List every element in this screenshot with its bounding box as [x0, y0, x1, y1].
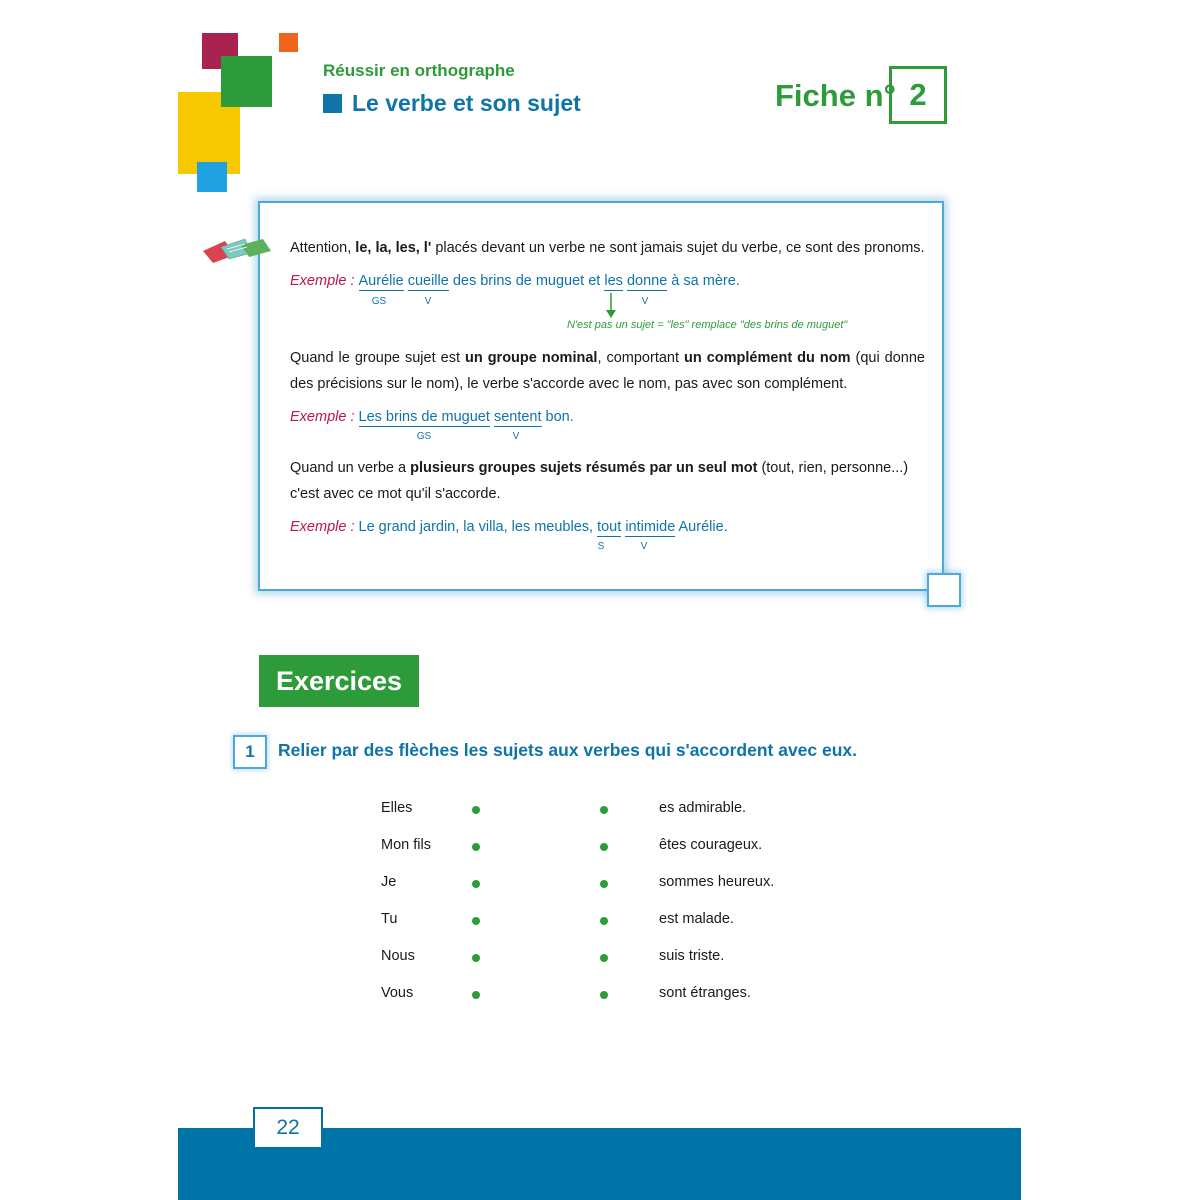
subject-dot-icon[interactable]: [472, 806, 480, 814]
verb-item: êtes courageux.: [659, 837, 763, 853]
example-text: Aurélie.: [675, 519, 728, 535]
rule-paragraph-1: [290, 235, 930, 261]
example-sentence: [359, 273, 740, 289]
verb-item: suis triste.: [659, 948, 725, 964]
subject-item: Vous: [381, 985, 414, 1001]
example-label: Exemple :: [290, 409, 355, 425]
rule-text: Quand un verbe a: [290, 460, 411, 476]
rule-text: placés devant un verbe ne sont jamais sujet du verbe, ce sont des pronoms.: [431, 240, 925, 256]
fiche-label: Fiche n°: [775, 78, 896, 113]
tag-v: V: [640, 541, 648, 552]
example-text: Le grand jardin, la villa, les meubles,: [358, 519, 598, 535]
example-verb: cueille: [407, 273, 449, 289]
exercises-banner: Exercices: [259, 655, 419, 707]
example-note: N'est pas un sujet = "les" remplace "des brins de muguet": [567, 319, 848, 331]
example-2: [290, 408, 574, 427]
example-subject: Aurélie: [358, 273, 404, 289]
decor-square-blue: [197, 162, 227, 192]
tag-gs: GS: [416, 431, 432, 442]
example-3: [290, 518, 728, 537]
example-text: à sa mère.: [667, 273, 740, 289]
page-title-text: Le verbe et son sujet: [352, 90, 581, 116]
example-text: des brins de muguet et: [448, 273, 605, 289]
fiche-number: 2: [889, 66, 947, 124]
subject-item: Mon fils: [381, 837, 431, 853]
subject-dot-icon[interactable]: [472, 954, 480, 962]
example-subject: Les brins de muguet: [358, 409, 490, 425]
series-title: Réussir en orthographe: [323, 61, 515, 80]
example-sentence: [359, 409, 574, 425]
page-number: 22: [253, 1107, 323, 1149]
example-subject: tout: [597, 519, 622, 535]
decor-square-green: [221, 56, 272, 107]
verb-item: sont étranges.: [659, 985, 751, 1001]
example-verb: intimide: [625, 519, 676, 535]
verb-item: es admirable.: [659, 800, 747, 816]
rule-box-corner-square: [927, 573, 961, 607]
subject-dot-icon[interactable]: [472, 843, 480, 851]
notebook-icon: [201, 237, 273, 265]
verb-dot-icon[interactable]: [600, 806, 608, 814]
tag-v: V: [641, 296, 649, 307]
verb-item: est malade.: [659, 911, 734, 927]
example-text: bon.: [541, 409, 574, 425]
subject-item: Tu: [381, 911, 398, 927]
decor-square-orange: [279, 33, 298, 52]
verb-dot-icon[interactable]: [600, 917, 608, 925]
rule-bold-text: un groupe nominal: [464, 350, 598, 366]
down-arrow-icon: [604, 293, 618, 319]
rule-text: , comportant: [597, 350, 685, 366]
subject-item: Elles: [381, 800, 413, 816]
subject-dot-icon[interactable]: [472, 917, 480, 925]
subject-item: Je: [381, 874, 397, 890]
rule-bold-text: plusieurs groupes sujets résumés par un seul mot: [410, 460, 758, 476]
example-label: Exemple :: [290, 519, 355, 535]
subject-item: Nous: [381, 948, 415, 964]
example-label: Exemple :: [290, 273, 355, 289]
verb-dot-icon[interactable]: [600, 954, 608, 962]
rule-text: (tout, rien, personne...) c'est avec ce mot qu'il s'accorde.: [290, 460, 909, 502]
page-title: [323, 90, 581, 117]
example-pronoun: les: [604, 273, 623, 289]
rule-text: Attention,: [290, 240, 356, 256]
exercise-number: 1: [233, 735, 267, 769]
rule-bold-text: un complément du nom: [684, 350, 851, 366]
tag-gs: GS: [371, 296, 387, 307]
tag-s: S: [597, 541, 605, 552]
verb-dot-icon[interactable]: [600, 880, 608, 888]
example-verb: sentent: [493, 409, 542, 425]
example-1: [290, 272, 740, 291]
rule-text: (qui donne des précisions sur le nom), le verbe s'accorde avec le nom, pas avec son complément.: [290, 350, 925, 392]
tag-v: V: [512, 431, 520, 442]
subject-dot-icon[interactable]: [472, 880, 480, 888]
example-sentence: [359, 519, 728, 535]
rule-paragraph-2: [290, 345, 925, 397]
verb-item: sommes heureux.: [659, 874, 775, 890]
rule-bold-text: le, la, les, l': [355, 240, 432, 256]
rule-text: Quand le groupe sujet est: [290, 350, 465, 366]
verb-dot-icon[interactable]: [600, 843, 608, 851]
example-verb: donne: [626, 273, 668, 289]
title-bullet-icon: [323, 94, 342, 113]
tag-v: V: [424, 296, 432, 307]
rule-paragraph-3: [290, 455, 925, 507]
subject-dot-icon[interactable]: [472, 991, 480, 999]
verb-dot-icon[interactable]: [600, 991, 608, 999]
exercise-instruction: Relier par des flèches les sujets aux verbes qui s'accordent avec eux.: [278, 740, 858, 760]
